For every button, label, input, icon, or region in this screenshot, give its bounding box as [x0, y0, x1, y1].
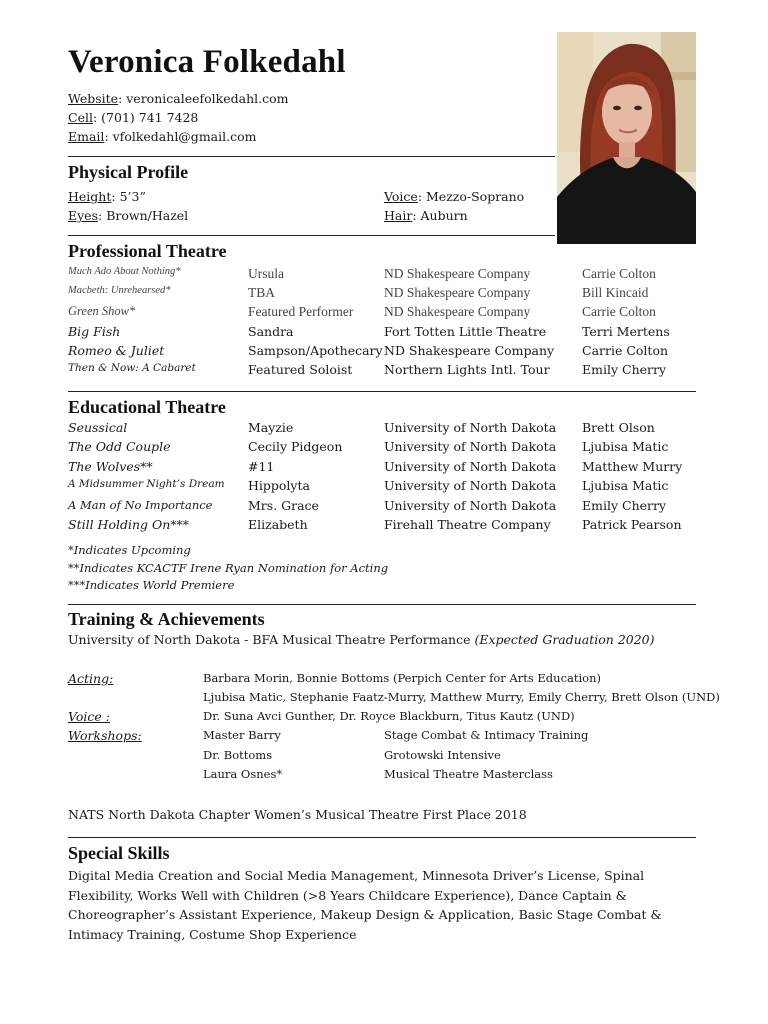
cell-line: Cell: (701) 741 7428	[68, 110, 199, 125]
website-value[interactable]: veronicaleefolkedahl.com	[126, 91, 289, 106]
height-value: 5’3”	[119, 189, 146, 204]
role: #11	[248, 459, 275, 474]
special-skills-heading: Special Skills	[68, 843, 170, 863]
company: University of North Dakota	[384, 478, 557, 493]
email-label: Email	[68, 129, 105, 144]
training-heading: Training & Achievements	[68, 609, 265, 629]
director: Matthew Murry	[582, 459, 683, 474]
workshops-label: Workshops:	[68, 728, 142, 743]
divider	[68, 235, 555, 236]
show-title: Big Fish	[68, 324, 121, 339]
role: TBA	[248, 285, 275, 300]
company: Firehall Theatre Company	[384, 517, 551, 532]
headshot-photo	[557, 32, 696, 244]
show-title: Macbeth: Unrehearsed*	[68, 285, 171, 296]
educational-theatre-heading: Educational Theatre	[68, 397, 226, 417]
show-title: Still Holding On***	[68, 517, 190, 532]
voice-training-label: Voice :	[68, 709, 110, 724]
performer-name: Veronica Folkedahl	[68, 44, 346, 80]
role: Featured Performer	[248, 304, 354, 319]
role: Featured Soloist	[248, 362, 353, 377]
special-skills-text: Digital Media Creation and Social Media Management, Minnesota Driver’s License, Spinal Flexibility, Works Well with Children (>8 Years Childcare Experience), Dance Captain & Choreographer’s Assistant Experience, Makeup Design & Application, Basic Stage Combat & Intimacy Training, Costume Shop Experience	[68, 868, 662, 942]
company: University of North Dakota	[384, 420, 557, 435]
workshop-topic: Stage Combat & Intimacy Training	[384, 728, 589, 742]
cell-label: Cell	[68, 110, 93, 125]
company: Northern Lights Intl. Tour	[384, 362, 550, 377]
footnote: **Indicates KCACTF Irene Ryan Nomination for Acting	[68, 561, 389, 575]
company: University of North Dakota	[384, 439, 557, 454]
role: Mrs. Grace	[248, 498, 319, 513]
show-title: The Odd Couple	[68, 439, 171, 454]
show-title: A Man of No Importance	[68, 498, 213, 512]
director: Emily Cherry	[582, 498, 667, 513]
workshop-topic: Grotowski Intensive	[384, 748, 501, 762]
physical-profile-heading: Physical Profile	[68, 162, 189, 182]
show-title: Romeo & Juliet	[68, 343, 165, 358]
degree-line	[68, 632, 655, 647]
role: Sandra	[248, 324, 294, 339]
hair-label: Hair	[384, 208, 413, 223]
acting-label: Acting:	[68, 671, 114, 686]
workshop-teacher: Laura Osnes*	[203, 767, 283, 781]
website-label: Website	[68, 91, 119, 106]
footnote: ***Indicates World Premiere	[68, 578, 235, 592]
company: Fort Totten Little Theatre	[384, 324, 547, 339]
company: ND Shakespeare Company	[384, 304, 531, 319]
role: Ursula	[248, 266, 284, 281]
footnote: *Indicates Upcoming	[68, 543, 191, 557]
headshot-illustration	[557, 32, 696, 244]
company: University of North Dakota	[384, 459, 557, 474]
director: Emily Cherry	[582, 362, 667, 377]
email-line: Email: vfolkedahl@gmail.com	[68, 129, 257, 144]
director: Carrie Colton	[582, 343, 669, 358]
email-value[interactable]: vfolkedahl@gmail.com	[112, 129, 257, 144]
hair-line: Hair: Auburn	[384, 208, 468, 223]
cell-value[interactable]: (701) 741 7428	[101, 110, 199, 125]
director: Patrick Pearson	[582, 517, 682, 532]
divider	[68, 604, 696, 605]
voice-line: Voice: Mezzo-Soprano	[384, 189, 525, 204]
divider	[68, 156, 555, 157]
director: Bill Kincaid	[582, 285, 649, 300]
role: Hippolyta	[248, 478, 310, 493]
show-title: Green Show*	[68, 304, 136, 318]
website-line: Website: veronicaleefolkedahl.com	[68, 91, 289, 106]
company: University of North Dakota	[384, 498, 557, 513]
divider	[68, 391, 696, 392]
workshop-topic: Musical Theatre Masterclass	[384, 767, 553, 781]
role: Cecily Pidgeon	[248, 439, 343, 454]
workshop-teacher: Master Barry	[203, 728, 281, 742]
director: Terri Mertens	[582, 324, 670, 339]
divider	[68, 837, 696, 838]
award-line: NATS North Dakota Chapter Women’s Musical Theatre First Place 2018	[68, 807, 527, 822]
eyes-value: Brown/Hazel	[106, 208, 189, 223]
height-line: Height: 5’3”	[68, 189, 146, 204]
director: Carrie Colton	[582, 266, 656, 281]
eyes-line: Eyes: Brown/Hazel	[68, 208, 189, 223]
company: ND Shakespeare Company	[384, 266, 531, 281]
voice-label: Voice	[384, 189, 418, 204]
show-title: Much Ado About Nothing*	[68, 266, 181, 277]
director: Ljubisa Matic	[582, 439, 669, 454]
company: ND Shakespeare Company	[384, 285, 531, 300]
professional-theatre-heading: Professional Theatre	[68, 241, 227, 261]
voice-value: Mezzo-Soprano	[426, 189, 525, 204]
acting-teachers: Ljubisa Matic, Stephanie Faatz-Murry, Matthew Murry, Emily Cherry, Brett Olson (UND)	[203, 690, 720, 704]
eyes-label: Eyes	[68, 208, 98, 223]
show-title: Then & Now: A Cabaret	[68, 362, 196, 374]
company: ND Shakespeare Company	[384, 343, 555, 358]
acting-teachers: Barbara Morin, Bonnie Bottoms (Perpich Center for Arts Education)	[203, 671, 601, 685]
degree: University of North Dakota - BFA Musical Theatre Performance	[68, 632, 471, 647]
hair-value: Auburn	[420, 208, 468, 223]
show-title: The Wolves**	[68, 459, 153, 474]
director: Ljubisa Matic	[582, 478, 669, 493]
show-title: Seussical	[68, 420, 128, 435]
degree-note: (Expected Graduation 2020)	[474, 632, 655, 647]
role: Elizabeth	[248, 517, 308, 532]
director: Carrie Colton	[582, 304, 656, 319]
show-title: A Midsummer Night’s Dream	[68, 478, 225, 490]
workshop-teacher: Dr. Bottoms	[203, 748, 273, 762]
role: Sampson/Apothecary	[248, 343, 383, 358]
role: Mayzie	[248, 420, 294, 435]
director: Brett Olson	[582, 420, 655, 435]
voice-teachers: Dr. Suna Avci Gunther, Dr. Royce Blackburn, Titus Kautz (UND)	[203, 709, 575, 723]
height-label: Height	[68, 189, 112, 204]
